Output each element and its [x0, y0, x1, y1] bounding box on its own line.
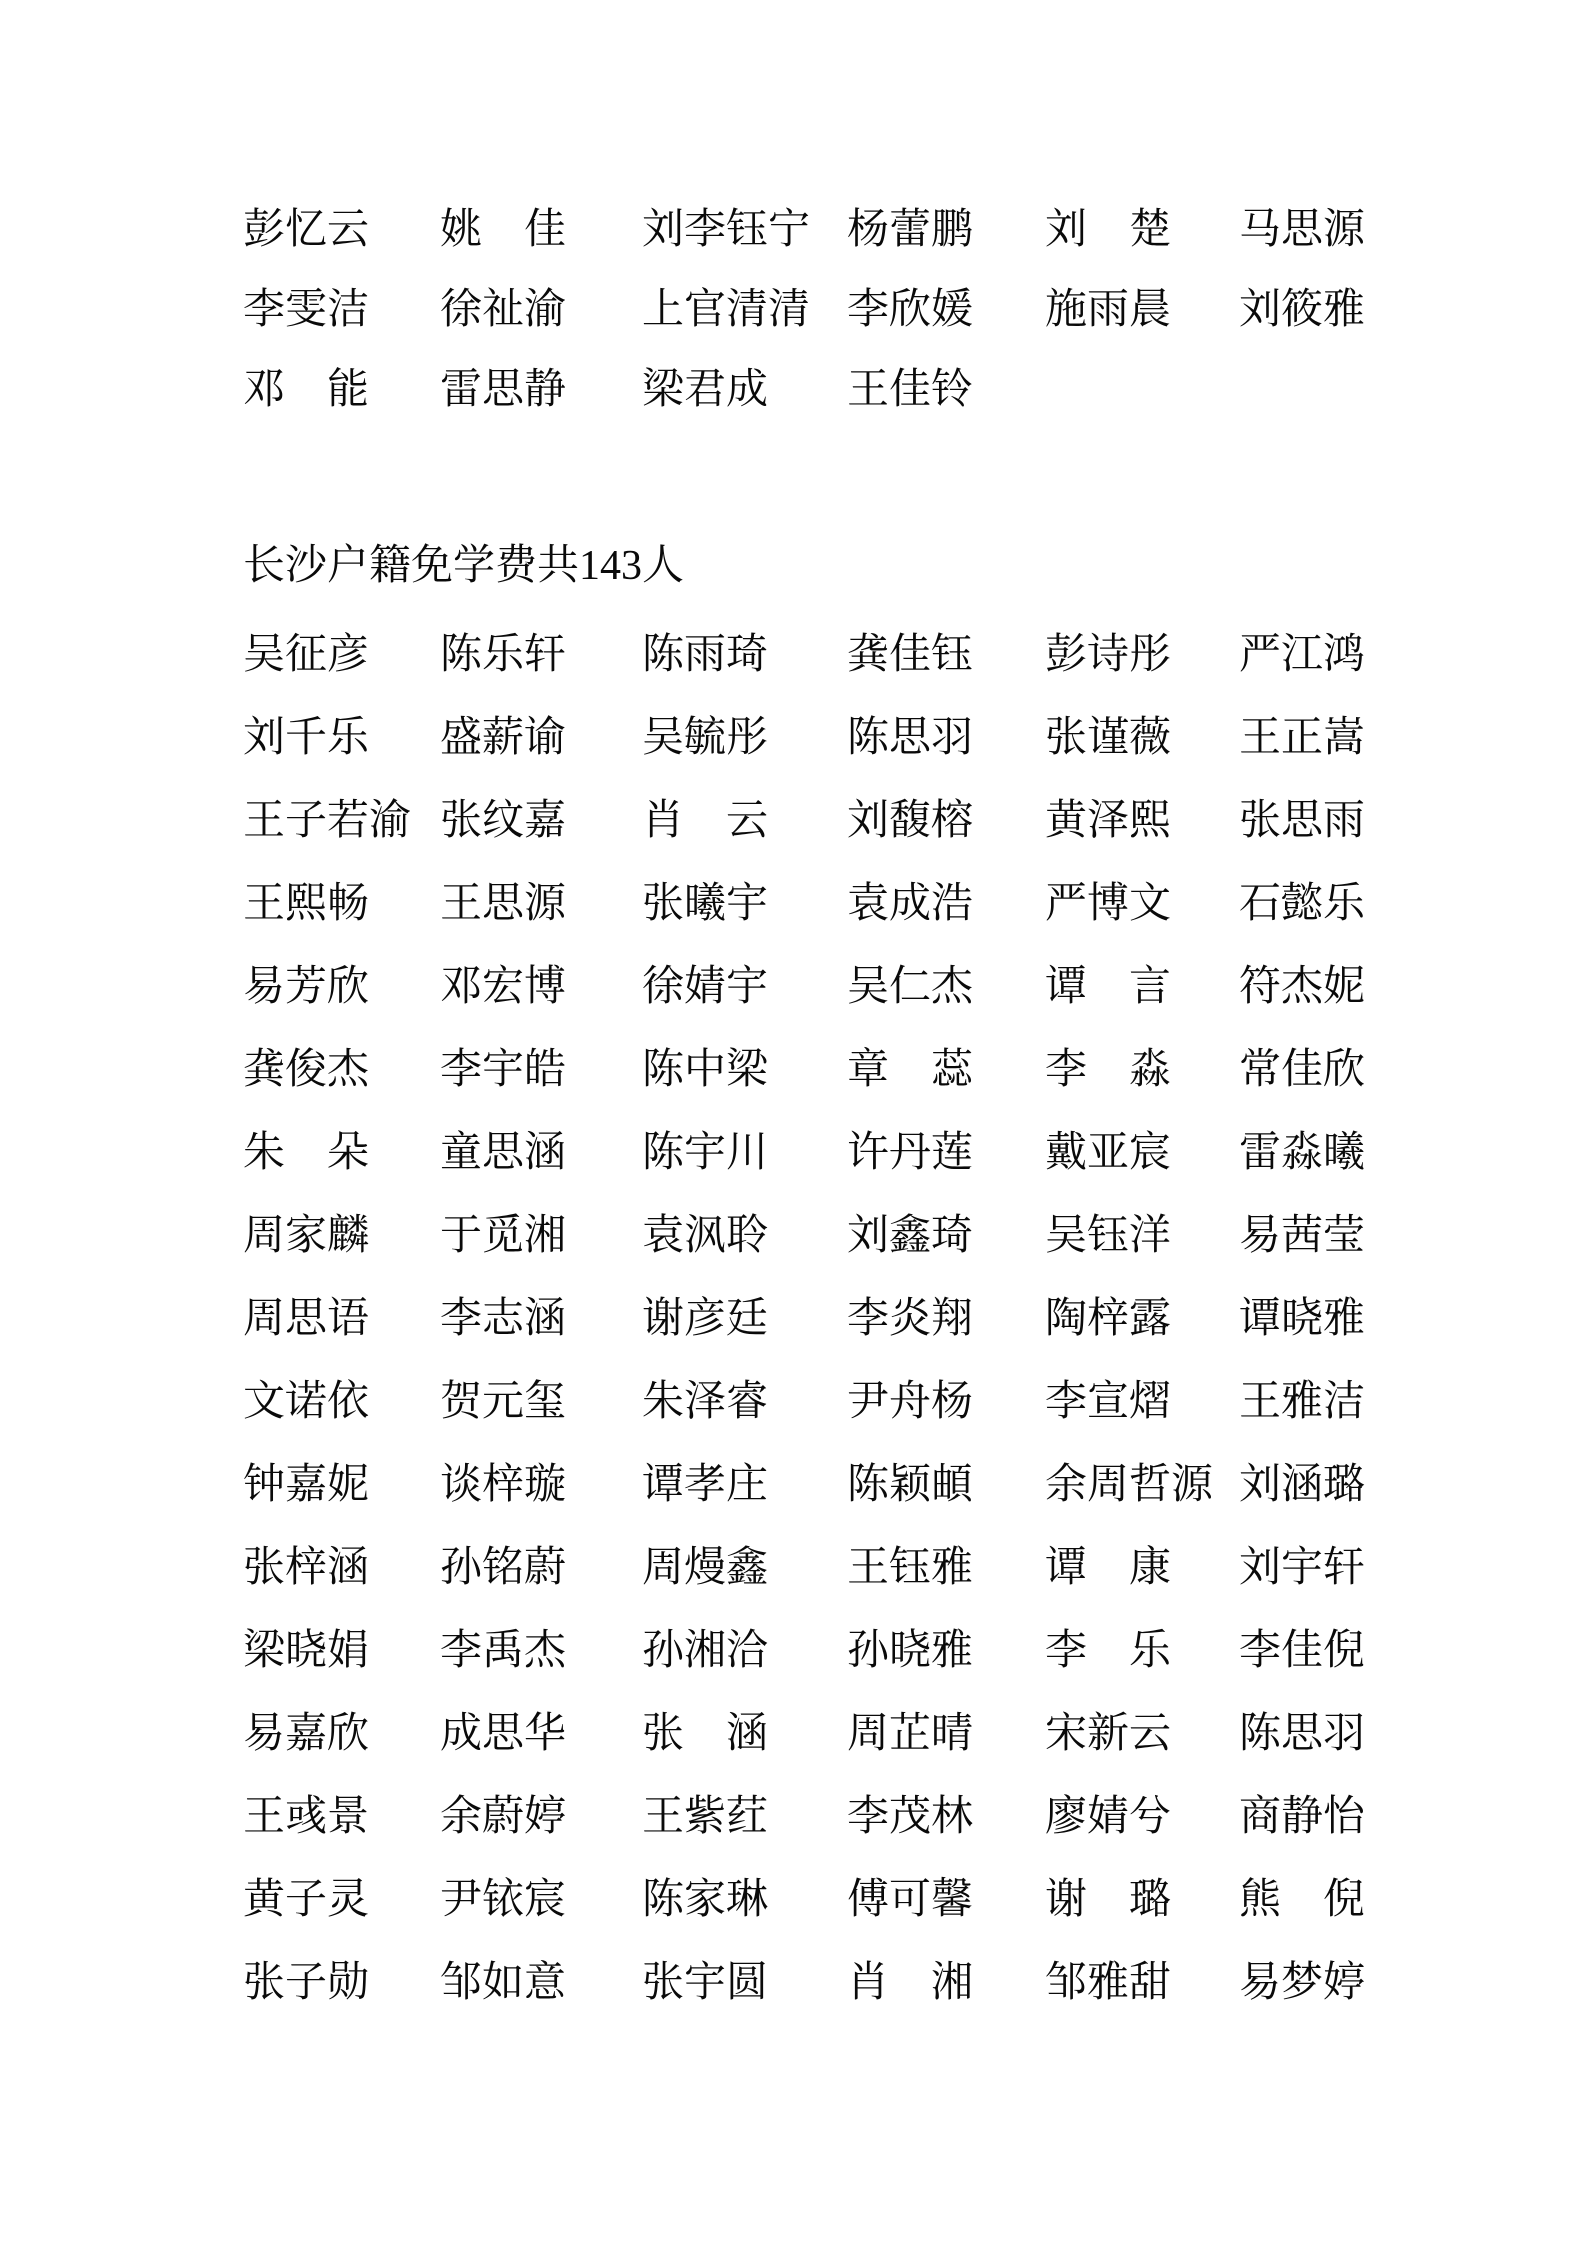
person-name: 贺元玺 [440, 1379, 567, 1425]
name-row [243, 1029, 1527, 1112]
name-row [243, 1859, 1527, 1942]
person-name: 谢 璐 [1045, 1877, 1172, 1923]
name-row [243, 1527, 1527, 1610]
person-name: 谭晓雅 [1239, 1296, 1366, 1342]
person-name: 杨蕾鹏 [847, 207, 974, 253]
person-name: 周家麟 [243, 1213, 370, 1259]
person-name: 邓 能 [243, 367, 370, 413]
person-name: 易嘉欣 [243, 1711, 370, 1757]
person-name: 易芳欣 [243, 964, 370, 1010]
name-row [243, 190, 1527, 270]
person-name: 陈中梁 [642, 1047, 769, 1093]
person-name: 李志涵 [440, 1296, 567, 1342]
person-name: 孙湘洽 [642, 1628, 769, 1674]
person-name: 刘鑫琦 [847, 1213, 974, 1259]
page-content [243, 190, 1527, 2025]
person-name: 严博文 [1045, 881, 1172, 927]
person-name: 吴毓彤 [642, 715, 769, 761]
person-name: 李炎翔 [847, 1296, 974, 1342]
person-name: 黄子灵 [243, 1877, 370, 1923]
person-name: 于觅湘 [440, 1213, 567, 1259]
person-name: 袁成浩 [847, 881, 974, 927]
person-name: 李 乐 [1045, 1628, 1172, 1674]
person-name: 吴征彦 [243, 632, 370, 678]
person-name: 彭忆云 [243, 207, 370, 253]
person-name: 马思源 [1239, 207, 1366, 253]
person-name: 彭诗彤 [1045, 632, 1172, 678]
person-name: 邹如意 [440, 1960, 567, 2006]
name-row [243, 1693, 1527, 1776]
person-name: 李雯洁 [243, 287, 370, 333]
person-name: 张宇圆 [642, 1960, 769, 2006]
person-name: 张子勋 [243, 1960, 370, 2006]
person-name: 徐祉渝 [440, 287, 567, 333]
person-name: 谈梓璇 [440, 1462, 567, 1508]
person-name: 陈思羽 [847, 715, 974, 761]
person-name: 张纹嘉 [440, 798, 567, 844]
person-name: 余蔚婷 [440, 1794, 567, 1840]
person-name: 上官清清 [642, 287, 811, 333]
person-name: 龚佳钰 [847, 632, 974, 678]
name-row [243, 1610, 1527, 1693]
person-name: 邹雅甜 [1045, 1960, 1172, 2006]
person-name: 雷淼曦 [1239, 1130, 1366, 1176]
name-row [243, 1942, 1527, 2025]
person-name: 王雅洁 [1239, 1379, 1366, 1425]
person-name: 肖 湘 [847, 1960, 974, 2006]
person-name: 符杰妮 [1239, 964, 1366, 1010]
person-name: 张谨薇 [1045, 715, 1172, 761]
person-name: 吴钰洋 [1045, 1213, 1172, 1259]
person-name: 朱泽睿 [642, 1379, 769, 1425]
person-name: 李佳倪 [1239, 1628, 1366, 1674]
person-name: 张梓涵 [243, 1545, 370, 1591]
person-name: 邓宏博 [440, 964, 567, 1010]
person-name: 刘涵璐 [1239, 1462, 1366, 1508]
person-name: 余周哲源 [1045, 1462, 1214, 1508]
person-name: 王紫荭 [642, 1794, 769, 1840]
roster-name-list [243, 614, 1527, 2025]
person-name: 施雨晨 [1045, 287, 1172, 333]
person-name: 陶梓露 [1045, 1296, 1172, 1342]
person-name: 石懿乐 [1239, 881, 1366, 927]
person-name: 张曦宇 [642, 881, 769, 927]
person-name: 陈家琳 [642, 1877, 769, 1923]
person-name: 刘馥榕 [847, 798, 974, 844]
person-name: 孙晓雅 [847, 1628, 974, 1674]
person-name: 李茂林 [847, 1794, 974, 1840]
name-row [243, 614, 1527, 697]
person-name: 张思雨 [1239, 798, 1366, 844]
person-name: 陈雨琦 [642, 632, 769, 678]
person-name: 雷思静 [440, 367, 567, 413]
person-name: 陈乐轩 [440, 632, 567, 678]
person-name: 梁君成 [642, 367, 769, 413]
person-name: 熊 倪 [1239, 1877, 1366, 1923]
person-name: 商静怡 [1239, 1794, 1366, 1840]
person-name: 刘 楚 [1045, 207, 1172, 253]
person-name: 王钰雅 [847, 1545, 974, 1591]
continuation-name-list [243, 190, 1527, 430]
name-row [243, 350, 1527, 430]
person-name: 梁晓娟 [243, 1628, 370, 1674]
person-name: 李宇皓 [440, 1047, 567, 1093]
person-name: 盛薪谕 [440, 715, 567, 761]
person-name: 陈宇川 [642, 1130, 769, 1176]
person-name: 文诺依 [243, 1379, 370, 1425]
person-name: 谭 言 [1045, 964, 1172, 1010]
person-name: 肖 云 [642, 798, 769, 844]
person-name: 李宣熠 [1045, 1379, 1172, 1425]
person-name: 刘宇轩 [1239, 1545, 1366, 1591]
name-row [243, 946, 1527, 1029]
person-name: 尹铱宸 [440, 1877, 567, 1923]
name-row [243, 780, 1527, 863]
person-name: 徐婧宇 [642, 964, 769, 1010]
person-name: 周熳鑫 [642, 1545, 769, 1591]
person-name: 袁沨聆 [642, 1213, 769, 1259]
person-name: 周思语 [243, 1296, 370, 1342]
person-name: 章 蕊 [847, 1047, 974, 1093]
person-name: 刘筱雅 [1239, 287, 1366, 333]
person-name: 谭 康 [1045, 1545, 1172, 1591]
person-name: 李欣媛 [847, 287, 974, 333]
person-name: 朱 朵 [243, 1130, 370, 1176]
person-name: 王彧景 [243, 1794, 370, 1840]
person-name: 张 涵 [642, 1711, 769, 1757]
person-name: 戴亚宸 [1045, 1130, 1172, 1176]
person-name: 钟嘉妮 [243, 1462, 370, 1508]
person-name: 陈思羽 [1239, 1711, 1366, 1757]
person-name: 黄泽熙 [1045, 798, 1172, 844]
person-name: 王佳铃 [847, 367, 974, 413]
person-name: 常佳欣 [1239, 1047, 1366, 1093]
person-name: 吴仁杰 [847, 964, 974, 1010]
person-name: 孙铭蔚 [440, 1545, 567, 1591]
person-name: 王子若渝 [243, 798, 412, 844]
person-name: 傅可馨 [847, 1877, 974, 1923]
person-name: 陈颖頔 [847, 1462, 974, 1508]
person-name: 刘千乐 [243, 715, 370, 761]
person-name: 龚俊杰 [243, 1047, 370, 1093]
name-row [243, 1195, 1527, 1278]
person-name: 刘李钰宁 [642, 207, 811, 253]
section-title: 长沙户籍免学费共143人 [243, 543, 685, 589]
name-row [243, 1444, 1527, 1527]
name-row [243, 1112, 1527, 1195]
person-name: 易梦婷 [1239, 1960, 1366, 2006]
name-row [243, 1776, 1527, 1859]
person-name: 严江鸿 [1239, 632, 1366, 678]
name-row [243, 1361, 1527, 1444]
name-row [243, 697, 1527, 780]
person-name: 姚 佳 [440, 207, 567, 253]
person-name: 王熙畅 [243, 881, 370, 927]
person-name: 尹舟杨 [847, 1379, 974, 1425]
person-name: 王正嵩 [1239, 715, 1366, 761]
person-name: 谢彦廷 [642, 1296, 769, 1342]
person-name: 宋新云 [1045, 1711, 1172, 1757]
name-row [243, 863, 1527, 946]
person-name: 周芷晴 [847, 1711, 974, 1757]
person-name: 童思涵 [440, 1130, 567, 1176]
person-name: 李禹杰 [440, 1628, 567, 1674]
person-name: 谭孝庄 [642, 1462, 769, 1508]
person-name: 王思源 [440, 881, 567, 927]
person-name: 李 淼 [1045, 1047, 1172, 1093]
person-name: 成思华 [440, 1711, 567, 1757]
person-name: 许丹莲 [847, 1130, 974, 1176]
person-name: 廖婧兮 [1045, 1794, 1172, 1840]
person-name: 易茜莹 [1239, 1213, 1366, 1259]
name-row [243, 1278, 1527, 1361]
name-row [243, 270, 1527, 350]
